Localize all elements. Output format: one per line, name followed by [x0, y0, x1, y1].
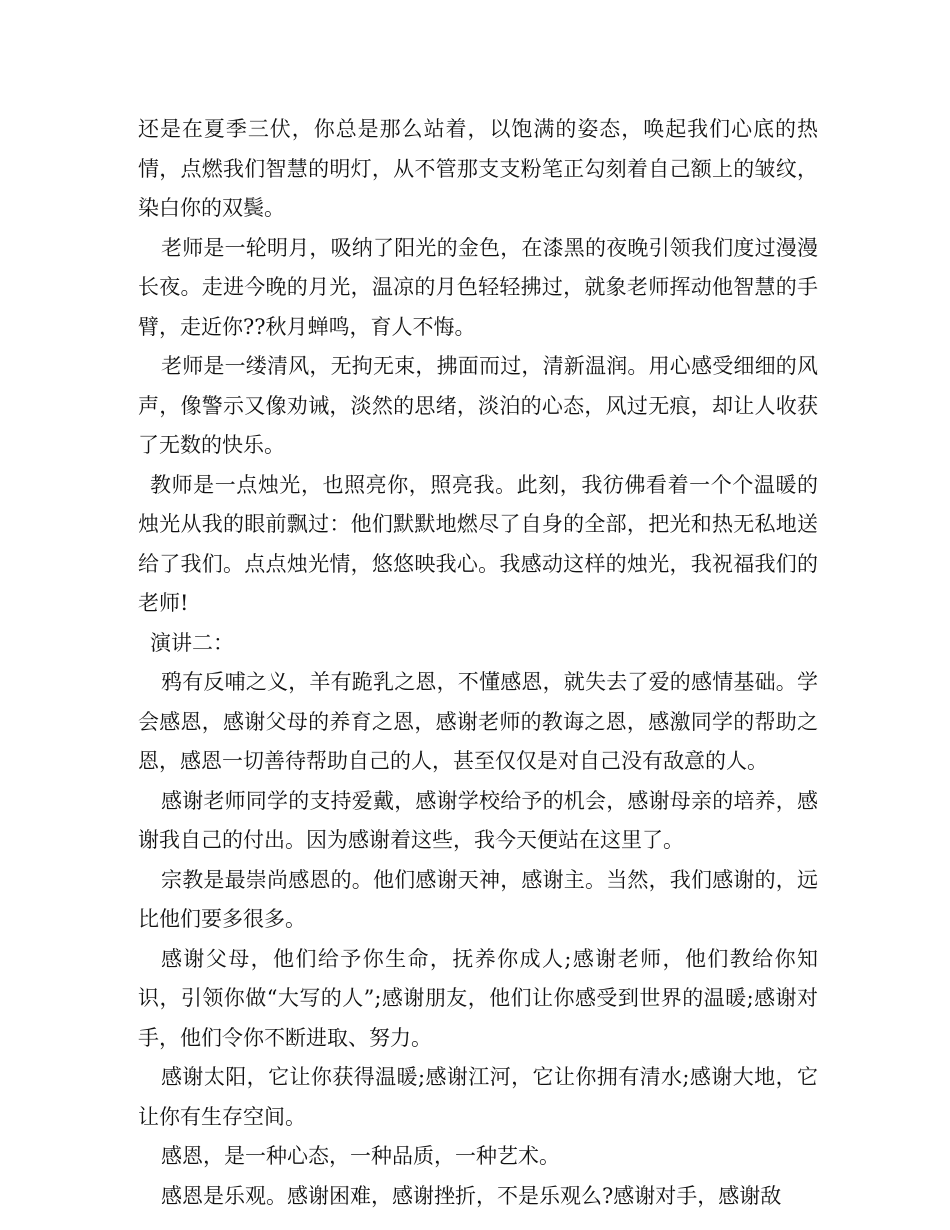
paragraph: 感恩，是一种心态，一种品质，一种艺术。 [161, 1144, 560, 1168]
paragraph: 感谢太阳，它让你获得温暖;感谢江河，它让你拥有清水;感谢大地，它让你有生存空间。 [138, 1065, 818, 1129]
paragraph: 老师是一缕清风，无拘无束，拂面而过，清新温润。用心感受细细的风声，像警示又像劝诫，淡然的思绪，淡泊的心态，风过无痕，却让人收获了无数的快乐。 [138, 354, 818, 457]
paragraph: 宗教是最崇尚感恩的。他们感谢天神，感谢主。当然，我们感谢的，远比他们要多很多。 [138, 867, 818, 931]
paragraph: 教师是一点烛光，也照亮你，照亮我。此刻，我彷佛看着一个个温暖的烛光从我的眼前飘过：他们默默地燃尽了自身的全部，把光和热无私地送给了我们。点点烛光情，悠悠映我心。我感动这样的烛光，我祝福我们的老师! [138, 472, 818, 615]
paragraph: 老师是一轮明月，吸纳了阳光的金色，在漆黑的夜晚引领我们度过漫漫长夜。走进今晚的月光，温凉的月色轻轻拂过，就象老师挥动他智慧的手臂，走近你??秋月蝉鸣，育人不悔。 [138, 235, 818, 339]
section-heading: 演讲二： [150, 630, 234, 655]
paragraph: 感恩是乐观。感谢困难，感谢挫折，不是乐观么?感谢对手，感谢敌 [161, 1183, 782, 1208]
paragraph: 感谢父母，他们给予你生命，抚养你成人;感谢老师，他们教给你知识，引领你做“大写的人”;感谢朋友，他们让你感受到世界的温暖;感谢对手，他们令你不断进取、努力。 [138, 946, 818, 1050]
paragraph: 鸦有反哺之义，羊有跪乳之恩，不懂感恩，就失去了爱的感情基础。学会感恩，感谢父母的养育之恩，感谢老师的教诲之恩，感激同学的帮助之恩，感恩一切善待帮助自己的人，甚至仅仅是对自己没有敌意的人。 [138, 670, 818, 773]
paragraph: 感谢老师同学的支持爱戴，感谢学校给予的机会，感谢母亲的培养，感谢我自己的付出。因为感谢着这些，我今天便站在这里了。 [138, 788, 818, 852]
document-body [138, 110, 818, 1216]
paragraph: 还是在夏季三伏，你总是那么站着，以饱满的姿态，唤起我们心底的热情，点燃我们智慧的明灯，从不管那支支粉笔正勾刻着自己额上的皱纹，染白你的双鬓。 [138, 117, 818, 220]
